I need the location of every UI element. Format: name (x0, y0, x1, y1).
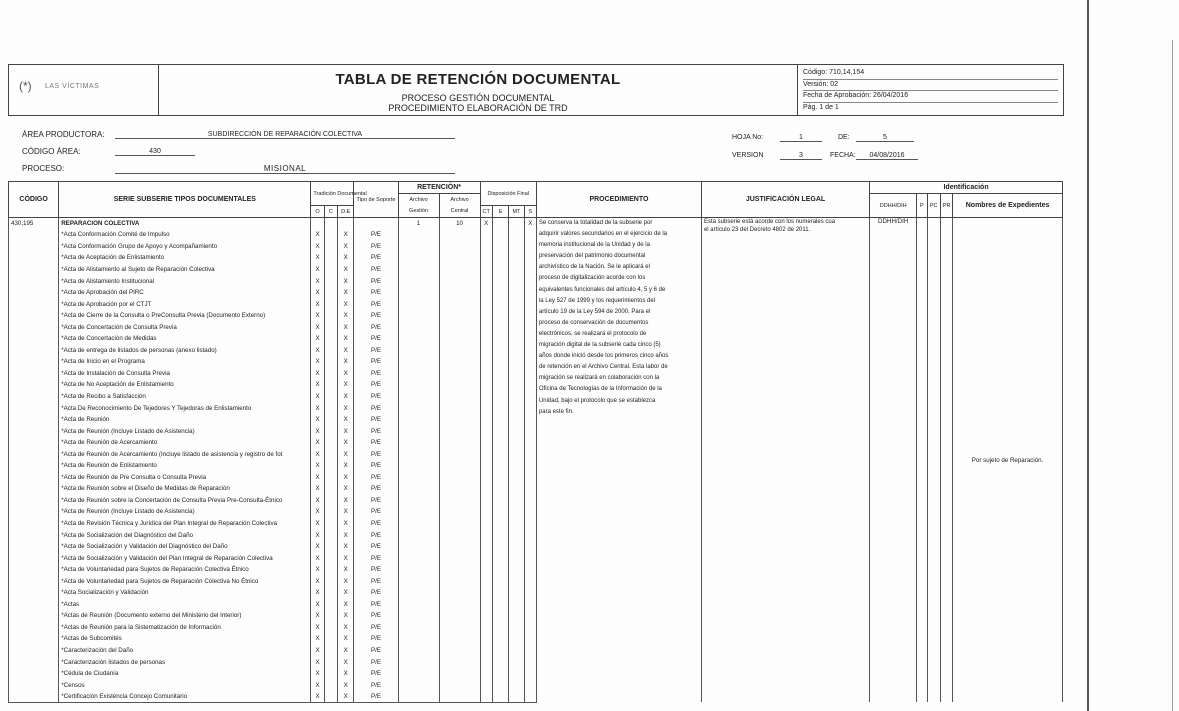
tradition-o: X (311, 575, 324, 587)
tradition-o: X (311, 437, 324, 449)
tradition-o: X (311, 483, 324, 495)
document-type-label: *Actas (59, 599, 311, 611)
document-type-label: *Acta de Reunión de Acercamiento (Incluye listado de asistencia y registro de fot (59, 448, 311, 460)
document-type-label: *Acta de Revisión Técnica y Jurídica del Plan Integral de Reparación Colectiva (59, 518, 311, 530)
tradition-de: X (338, 587, 354, 599)
support-type: P/E (354, 472, 398, 484)
tradition-de: X (338, 610, 354, 622)
tradition-o: X (311, 495, 324, 507)
document-type-label: *Acta de Reunión sobre el Diseño de Medidas de Reparación (59, 483, 311, 495)
tradition-de: X (338, 472, 354, 484)
procedure-line: archivístico de la Nación. Se le aplicará el (538, 264, 650, 271)
of-label: DE: (838, 134, 850, 141)
header-p: P (917, 194, 927, 218)
tradition-o: X (311, 333, 324, 345)
tradition-de: X (338, 633, 354, 645)
tradition-de: X (338, 368, 354, 380)
support-type: P/E (354, 495, 398, 507)
tradition-de: X (338, 622, 354, 634)
procedure-line: memoria institucional de la Unidad y de la (538, 242, 650, 249)
tradition-de: X (338, 691, 354, 703)
tradition-o: X (311, 345, 324, 357)
disposition-ct: X (480, 218, 492, 230)
document-type-label: *Acta Socialización y Validación (59, 587, 311, 599)
document-type-label: *Acta de Inicio en el Programa (59, 356, 311, 368)
procedure-line: preservación del patrimonio documental (538, 253, 646, 260)
document-type-label: *Censos (59, 679, 311, 691)
support-type: P/E (354, 645, 398, 657)
header-identification: Identificación (870, 182, 1063, 194)
support-type: P/E (354, 298, 398, 310)
document-type-label: *Acta Conformación Grupo de Apoyo y Acompañamiento (59, 241, 311, 253)
date-label: FECHA: (830, 152, 856, 159)
support-type: P/E (354, 552, 398, 564)
tradition-de: X (338, 599, 354, 611)
page-number: Pág. 1 de 1 (803, 103, 839, 111)
procedure-line: migración digital de la subserie cada cinco (5) (538, 342, 661, 349)
header-archive-mgmt-2: Gestión (398, 206, 439, 218)
area-label: ÁREA PRODUCTORA: (22, 130, 105, 139)
tradition-de: X (338, 275, 354, 287)
tradition-de: X (338, 529, 354, 541)
support-type: P/E (354, 264, 398, 276)
tradition-o: X (311, 668, 324, 680)
tradition-o: X (311, 310, 324, 322)
tradition-de: X (338, 564, 354, 576)
tradition-de: X (338, 310, 354, 322)
tradition-o: X (311, 448, 324, 460)
support-type: P/E (354, 448, 398, 460)
header-procedure: PROCEDIMIENTO (536, 182, 701, 218)
header-s: S (524, 206, 536, 218)
support-type: P/E (354, 241, 398, 253)
document-type-label: *Acta de Alistamiento al Sujeto de Reparación Colectiva (59, 264, 311, 276)
tradition-de: X (338, 241, 354, 253)
document-type-label: *Acta de entrega de listados de personas (anexo listado) (59, 345, 311, 357)
support-type: P/E (354, 679, 398, 691)
procedure-line: proceso de digitalización acorde con los (538, 275, 646, 282)
series-code: 430,195 (9, 218, 59, 230)
tradition-de: X (338, 333, 354, 345)
sheet-value: 1 (780, 134, 822, 142)
tradition-o: X (311, 356, 324, 368)
header-ct: CT (480, 206, 492, 218)
support-type: P/E (354, 622, 398, 634)
header-code: CÓDIGO (9, 182, 59, 218)
support-type: P/E (354, 333, 398, 345)
scan-edge-line-secondary (1172, 40, 1173, 711)
support-type: P/E (354, 391, 398, 403)
support-type: P/E (354, 691, 398, 703)
tradition-o: X (311, 460, 324, 472)
tradition-de: X (338, 541, 354, 553)
tradition-de: X (338, 252, 354, 264)
retention-central: 10 (439, 218, 480, 230)
support-type: P/E (354, 506, 398, 518)
tradition-o: X (311, 472, 324, 484)
document-title: TABLA DE RETENCIÓN DOCUMENTAL (335, 71, 621, 88)
document-type-label: *Actas de Subcomités (59, 633, 311, 645)
justification-line: Esta subserie está acorde con los numerales cua (703, 219, 836, 225)
procedure-line: adquirir valores secundarios en el ejercicio de la (538, 231, 667, 238)
document-version: Versión: 02 (803, 80, 1058, 92)
procedure-line: Unidad, bajo el protocolo que se establezca (538, 397, 656, 404)
tradition-de: X (338, 379, 354, 391)
document-type-label: *Acta de Aprobación por el CTJT (59, 298, 311, 310)
document-type-label: *Acta de Concertación de Consulta Previa (59, 321, 311, 333)
header-tradition: Tradición Documental (311, 182, 354, 206)
support-type: P/E (354, 345, 398, 357)
procedure-line: de retención en el Archivo Central. Esta labor de (538, 364, 668, 371)
tradition-de: X (338, 656, 354, 668)
support-type: P/E (354, 587, 398, 599)
tradition-de: X (338, 298, 354, 310)
procedure-line: proceso de conservación de documentos (538, 319, 649, 326)
document-type-label: *Acta de Voluntariedad para Sujetos de Reparación Colectiva Étnico (59, 564, 311, 576)
document-type-label: *Acta De Reconocimiento De Tejedores Y Tejedoras de Enlistamiento (59, 402, 311, 414)
version-value: 3 (780, 152, 822, 160)
tradition-de: X (338, 668, 354, 680)
tradition-o: X (311, 633, 324, 645)
tradition-de: X (338, 391, 354, 403)
retention-table (8, 181, 1063, 703)
procedure-text (536, 218, 701, 703)
process-label: PROCESO: (22, 164, 65, 173)
sheet-label: HOJA No: (732, 134, 764, 141)
support-type: P/E (354, 518, 398, 530)
tradition-o: X (311, 541, 324, 553)
support-type: P/E (354, 541, 398, 553)
series-row (9, 218, 1063, 230)
document-type-label: *Acta de Reunión de Acercamiento (59, 437, 311, 449)
tradition-o: X (311, 425, 324, 437)
logo-block (9, 65, 159, 115)
tradition-o: X (311, 518, 324, 530)
procedure-line: Oficina de Tecnologías de la Información de la (538, 386, 662, 393)
document-type-label: *Actas de Reunión para la Sistematización de Información (59, 622, 311, 634)
support-type: P/E (354, 633, 398, 645)
document-type-label: *Acta de Cierre de la Consulta o PreConsulta Previa (Documento Externo) (59, 310, 311, 322)
document-type-label: *Acta de Alistamiento Institucional (59, 275, 311, 287)
tradition-de: X (338, 229, 354, 241)
support-type: P/E (354, 599, 398, 611)
support-type: P/E (354, 425, 398, 437)
support-type: P/E (354, 437, 398, 449)
document-type-label: *Certificación Existencia Concejo Comunitario (59, 691, 311, 703)
title-block (159, 65, 797, 115)
tradition-o: X (311, 264, 324, 276)
tradition-o: X (311, 645, 324, 657)
document-type-label: *Acta de Reunión de Pre Consulta o Consulta Previa (59, 472, 311, 484)
procedure-line: años donde inició desde los primeros cinco años (538, 353, 669, 360)
tradition-de: X (338, 264, 354, 276)
support-type: P/E (354, 321, 398, 333)
support-type: P/E (354, 287, 398, 299)
header-archive-central-2: Central (439, 206, 480, 218)
support-type: P/E (354, 668, 398, 680)
seal-icon: (*) (19, 79, 32, 93)
tradition-o: X (311, 379, 324, 391)
tradition-o: X (311, 587, 324, 599)
tradition-de: X (338, 483, 354, 495)
tradition-o: X (311, 298, 324, 310)
header-ddhh: DDHH/DIH (870, 194, 917, 218)
support-type: P/E (354, 656, 398, 668)
tradition-de: X (338, 679, 354, 691)
tradition-o: X (311, 622, 324, 634)
document-metadata (797, 65, 1063, 115)
tradition-de: X (338, 495, 354, 507)
document-type-label: *Acta de Recibo a Satisfacción (59, 391, 311, 403)
document-type-label: *Acta de Reunión de Enlistamiento (59, 460, 311, 472)
header-pc: PC (927, 194, 940, 218)
tradition-o: X (311, 529, 324, 541)
support-type: P/E (354, 252, 398, 264)
procedure-line: para este fin. (538, 408, 574, 415)
document-header (8, 64, 1064, 116)
procedure-line: la Ley 527 de 1999 y los requerimientos del (538, 297, 655, 304)
document-type-label: *Acta de Socialización del Diagnóstico del Daño (59, 529, 311, 541)
area-value: SUBDIRECCIÓN DE REPARACIÓN COLECTIVA (115, 131, 455, 139)
document-type-label: *Cédula de Ciudanía (59, 668, 311, 680)
date-value: 04/08/2016 (856, 152, 918, 160)
tradition-o: X (311, 402, 324, 414)
series-name: REPARACION COLECTIVA (59, 218, 311, 230)
document-code: Código: 710,14,154 (803, 68, 1058, 80)
tradition-o: X (311, 391, 324, 403)
document-type-label: *Acta de Socialización y Validación del Diagnóstico del Daño (59, 541, 311, 553)
tradition-o: X (311, 252, 324, 264)
tradition-o: X (311, 287, 324, 299)
document-type-label: *Acta de Reunión (59, 414, 311, 426)
area-code-value: 430 (115, 148, 195, 156)
support-type: P/E (354, 483, 398, 495)
support-type: P/E (354, 275, 398, 287)
tradition-de: X (338, 345, 354, 357)
tradition-de: X (338, 552, 354, 564)
support-type: P/E (354, 575, 398, 587)
records-value: Por sujeto de Reparación. (953, 218, 1063, 703)
support-type: P/E (354, 229, 398, 241)
tradition-o: X (311, 275, 324, 287)
tradition-o: X (311, 610, 324, 622)
document-type-label: *Acta de Aprobación del PIRC (59, 287, 311, 299)
tradition-o: X (311, 229, 324, 241)
document-type-label: *Acta Conformación Comité de Impulso (59, 229, 311, 241)
document-type-label: *Acta de Reunión (Incluye Listado de Asistencia) (59, 425, 311, 437)
header-final-disposition: Disposición Final (480, 182, 536, 206)
document-type-label: *Acta de Concertación de Medidas (59, 333, 311, 345)
header-series: SERIE SUBSERIE TIPOS DOCUMENTALES (59, 182, 311, 218)
support-type: P/E (354, 460, 398, 472)
tradition-de: X (338, 425, 354, 437)
tradition-o: X (311, 321, 324, 333)
support-type: P/E (354, 310, 398, 322)
tradition-o: X (311, 679, 324, 691)
tradition-de: X (338, 356, 354, 368)
document-type-label: *Acta de Socialización y Validación del Plan Integral de Reparación Colectiva (59, 552, 311, 564)
procedure-line: artículo 19 de la Ley 594 de 2000. Para el (538, 308, 651, 315)
justification-line: el artículo 23 del Decreto 4802 de 2011. (703, 227, 811, 233)
process-name: PROCESO GESTIÓN DOCUMENTAL (401, 93, 555, 103)
document-type-label: *Actas de Reunión (Documento externo del Ministerio del Interior) (59, 610, 311, 622)
process-value: MISIONAL (115, 164, 455, 174)
header-justification: JUSTIFICACIÓN LEGAL (701, 182, 869, 218)
document-type-label: *Acta de Instalación de Consulta Previa (59, 368, 311, 380)
support-type: P/E (354, 414, 398, 426)
tradition-o: X (311, 656, 324, 668)
document-type-label: *Acta de Reunión (Incluye Listado de Asistencia) (59, 506, 311, 518)
procedure-line: equivalentes funcionales del artículo 4, 5 y 6 de (538, 286, 666, 293)
header-mt: MT (509, 206, 524, 218)
tradition-o: X (311, 414, 324, 426)
tradition-de: X (338, 518, 354, 530)
tradition-de: X (338, 402, 354, 414)
approval-date: Fecha de Aprobación: 26/04/2016 (803, 91, 1058, 103)
of-value: 5 (856, 134, 914, 142)
header-support: Tipo de Soporte (354, 182, 398, 218)
disposition-s: X (524, 218, 536, 230)
support-type: P/E (354, 368, 398, 380)
header-de: D.E (338, 206, 354, 218)
retention-management: 1 (398, 218, 439, 230)
tradition-de: X (338, 506, 354, 518)
tradition-o: X (311, 506, 324, 518)
header-c: C (324, 206, 337, 218)
tradition-o: X (311, 241, 324, 253)
support-type: P/E (354, 529, 398, 541)
area-code-label: CÓDIGO ÁREA: (22, 147, 81, 156)
document-type-label: *Acta de Aceptación de Enlistamiento (59, 252, 311, 264)
table-body (9, 218, 1063, 703)
header-e: E (492, 206, 508, 218)
procedure-line: migración se realizará en colaboración con la (538, 375, 660, 382)
support-type: P/E (354, 610, 398, 622)
procedure-line: Se conserva la totalidad de la subserie por (538, 220, 653, 226)
procedure-name: PROCEDIMIENTO ELABORACIÓN DE TRD (388, 103, 568, 113)
header-pr: PR (940, 194, 952, 218)
procedure-line: electrónicos, se realizará el protocolo de (538, 330, 647, 337)
document-type-label: *Caracterización del Daño (59, 645, 311, 657)
tradition-o: X (311, 599, 324, 611)
document-type-label: *Acta de Reunión sobre la Concertación de Consulta Previa Pre-Consulta-Étnico (59, 495, 311, 507)
support-type: P/E (354, 356, 398, 368)
tradition-de: X (338, 437, 354, 449)
tradition-de: X (338, 321, 354, 333)
document-type-label: *Caracterización listados de personas (59, 656, 311, 668)
logo-text: LAS VÍCTIMAS (45, 83, 100, 90)
support-type: P/E (354, 379, 398, 391)
header-records: Nombres de Expedientes (953, 194, 1063, 218)
tradition-de: X (338, 645, 354, 657)
version-label: VERSION (732, 152, 764, 159)
header-archive-central-1: Archivo (439, 194, 480, 206)
support-type: P/E (354, 402, 398, 414)
header-o: O (311, 206, 324, 218)
scan-edge-line (1087, 0, 1089, 711)
ddhh-value: DDHH/DIH (870, 218, 917, 703)
tradition-o: X (311, 368, 324, 380)
justification-text (701, 218, 869, 703)
header-archive-mgmt-1: Archivo (398, 194, 439, 206)
tradition-o: X (311, 691, 324, 703)
support-type: P/E (354, 564, 398, 576)
header-retention: RETENCIÓN* (398, 182, 480, 194)
tradition-de: X (338, 575, 354, 587)
tradition-o: X (311, 552, 324, 564)
document-type-label: *Acta de No Aceptación de Enlistamiento (59, 379, 311, 391)
tradition-de: X (338, 448, 354, 460)
tradition-de: X (338, 460, 354, 472)
tradition-de: X (338, 414, 354, 426)
tradition-de: X (338, 287, 354, 299)
document-type-label: *Acta de Voluntariedad para Sujetos de Reparación Colectiva No Étnico (59, 575, 311, 587)
tradition-o: X (311, 564, 324, 576)
